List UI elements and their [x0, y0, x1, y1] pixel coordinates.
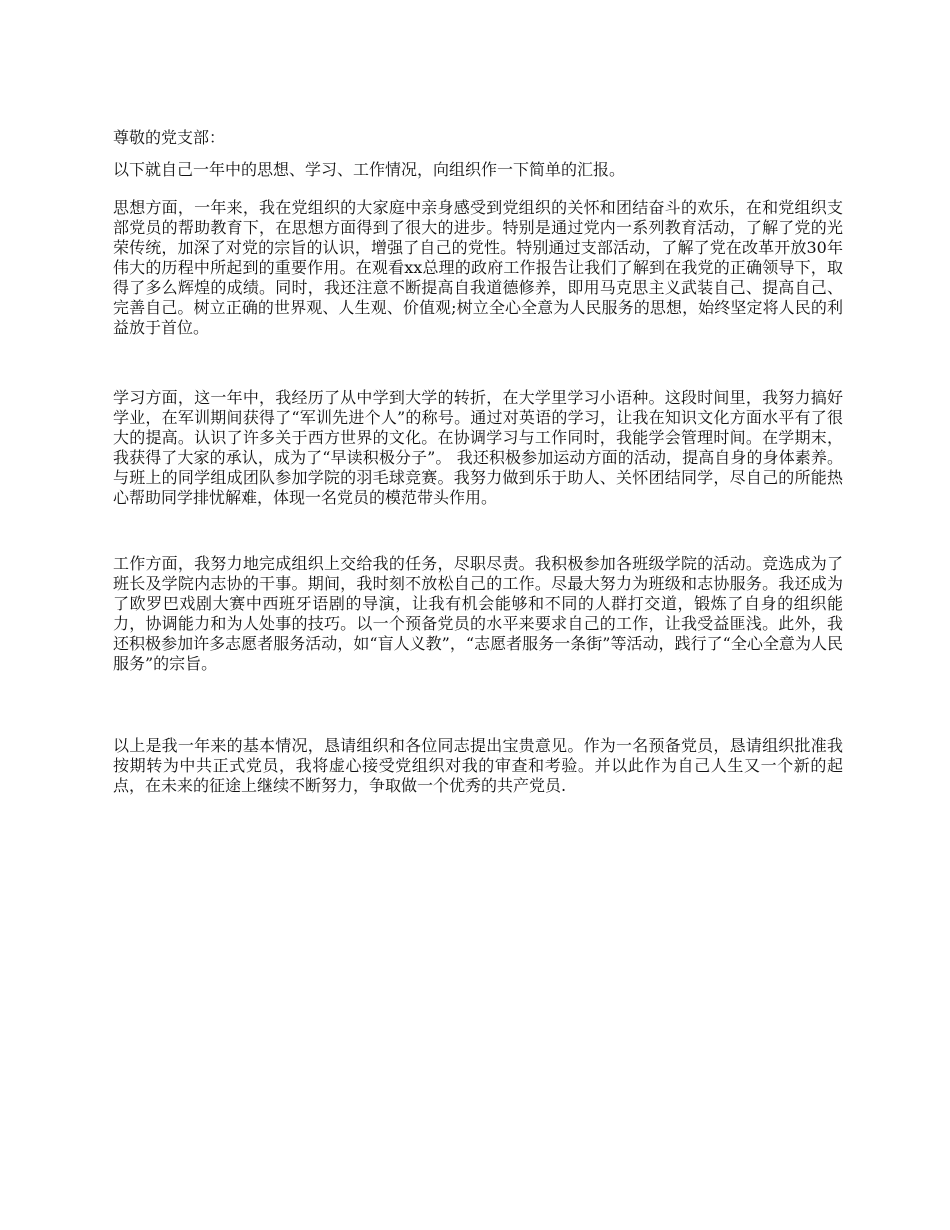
- thought-paragraph: 思想方面，一年来，我在党组织的大家庭中亲身感受到党组织的关怀和团结奋斗的欢乐，在和党组织支部党员的帮助教育下，在思想方面得到了很大的进步。特别是通过党内一系列教育活动，了解了党的光荣传统，加深了对党的宗旨的认识，增强了自己的党性。特别通过支部活动，了解了党在改革开放30年伟大的历程中所起到的重要作用。在观看xx总理的政府工作报告让我们了解到在我党的正确领导下，取得了多么辉煌的成绩。同时，我还注意不断提高自我道德修养，即用马克思主义武装自己、提高自己、完善自己。树立正确的世界观、人生观、价值观;树立全心全意为人民服务的思想，始终坚定将人民的利益放于首位。: [113, 198, 843, 337]
- study-paragraph: 学习方面，这一年中，我经历了从中学到大学的转折，在大学里学习小语种。这段时间里，我努力搞好学业，在军训期间获得了“军训先进个人”的称号。通过对英语的学习，让我在知识文化方面水平有了很大的提高。认识了许多关于西方世界的文化。在协调学习与工作同时，我能学会管理时间。在学期末，我获得了大家的承认，成为了“早读积极分子”。 我还积极参加运动方面的活动，提高自身的身体素养。与班上的同学组成团队参加学院的羽毛球竞赛。我努力做到乐于助人、关怀团结同学，尽自己的所能热心帮助同学排忧解难，体现一名党员的模范带头作用。: [113, 388, 843, 507]
- salutation: 尊敬的党支部：: [113, 128, 226, 147]
- closing-paragraph: 以上是我一年来的基本情况，恳请组织和各位同志提出宝贵意见。作为一名预备党员，恳请组织批准我按期转为中共正式党员，我将虚心接受党组织对我的审查和考验。并以此作为自己人生又一个新的起点，在未来的征途上继续不断努力，争取做一个优秀的共产党员.: [113, 736, 843, 795]
- work-paragraph: 工作方面，我努力地完成组织上交给我的任务，尽职尽责。我积极参加各班级学院的活动。竞选成为了班长及学院内志协的干事。期间，我时刻不放松自己的工作。尽最大努力为班级和志协服务。我还成为了欧罗巴戏剧大赛中西班牙语剧的导演，让我有机会能够和不同的人群打交道，锻炼了自身的组织能力，协调能力和为人处事的技巧。以一个预备党员的水平来要求自己的工作，让我受益匪浅。此外，我还积极参加许多志愿者服务活动，如“盲人义教”，“志愿者服务一条街”等活动，践行了“全心全意为人民服务”的宗旨。: [113, 554, 843, 673]
- intro-paragraph: 以下就自己一年中的思想、学习、工作情况，向组织作一下简单的汇报。: [113, 160, 626, 179]
